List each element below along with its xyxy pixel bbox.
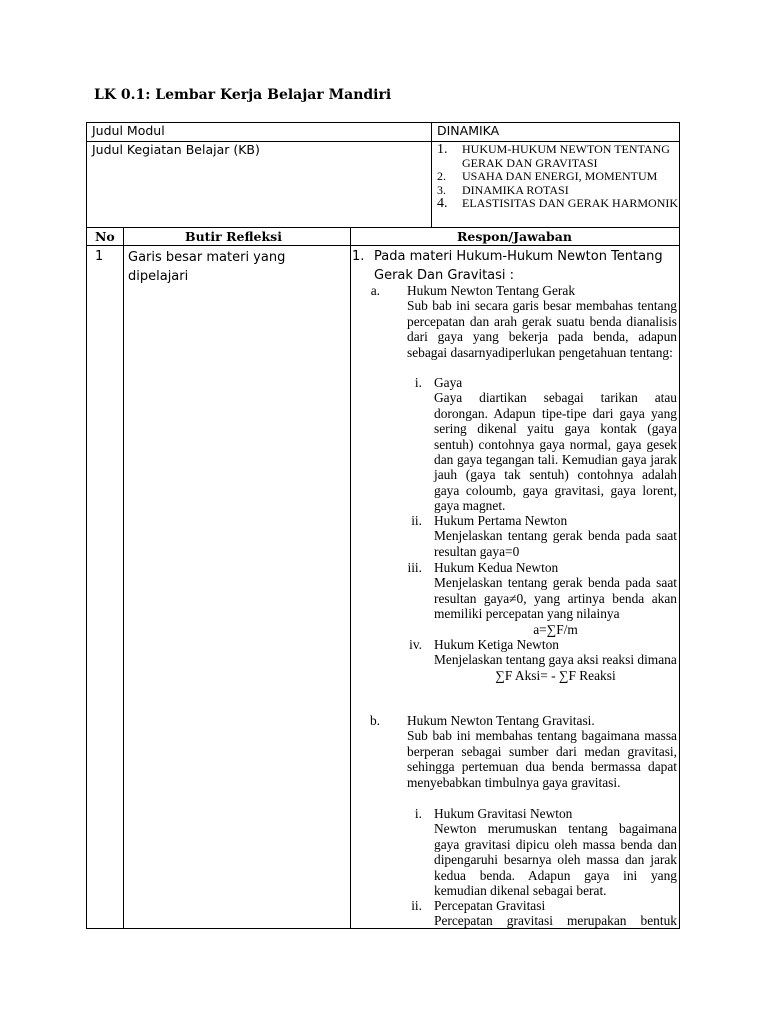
kb-item: 4. ELASTISITAS DAN GERAK HARMONIK (437, 196, 679, 211)
column-divider (123, 228, 124, 928)
section-a-iii: iii. Hukum Kedua Newton Menjelaskan tentang gerak benda pada saat resultan gaya≠0, yang artinya benda akan memiliki percepatan yang nilainya a=∑F/m (407, 560, 677, 637)
kb-item: 3. DINAMIKA ROTASI (437, 182, 569, 197)
section-b-ii: ii. Percepatan Gravitasi Percepatan gravitasi merupakan bentuk (411, 898, 677, 929)
col-header-respon: Respon/Jawaban (457, 229, 572, 244)
judul-modul-value: DINAMIKA (432, 123, 680, 142)
formula-newton-2: a=∑F/m (533, 621, 578, 637)
module-info-table (86, 122, 680, 228)
section-a: a. Hukum Newton Tentang Gerak Sub bab ini secara garis besar membahas tentang percepatan dan arah gerak suatu benda dianalisis dari gaya yang bekerja pada benda, adapun sebagai dasarnyadiperlukan pengetahuan tentang: (370, 283, 677, 360)
section-a-ii: ii. Hukum Pertama Newton Menjelaskan tentang gerak benda pada saat resultan gaya=0 (411, 513, 677, 559)
butir-text: Garis besar materi yang dipelajari (128, 250, 286, 284)
row-number: 1 (95, 249, 104, 264)
reflection-table (86, 227, 680, 929)
section-a-iv: iv. Hukum Ketiga Newton Menjelaskan tentang gaya aksi reaksi dimana ∑F Aksi= - ∑F Reaksi (409, 637, 677, 683)
section-b: b. Hukum Newton Tentang Gravitasi. Sub bab ini membahas tentang bagaimana massa berperan sebagai sumber dari medan gravitasi, sehingga pertemuan dua benda bermassa dapat menyebabkan timbulnya gaya gravitasi. (369, 713, 677, 790)
section-a-body: Sub bab ini secara garis besar membahas tentang percepatan dan arah gerak suatu benda dianalisis dari gaya yang bekerja pada benda, adapun sebagai dasarnyadiperlukan pengetahuan tentang: (407, 298, 677, 360)
judul-kb-label: Judul Kegiatan Belajar (KB) (87, 142, 432, 228)
kb-item: 1. HUKUM-HUKUM NEWTON TENTANG GERAK DAN GRAVITASI (437, 142, 670, 170)
judul-modul-label: Judul Modul (87, 123, 432, 142)
section-b-body: Sub bab ini membahas tentang bagaimana massa berperan sebagai sumber dari medan gravitasi, sehingga pertemuan dua benda bermassa dapat menyebabkan timbulnya gaya gravitasi. (407, 728, 677, 790)
response-cell (352, 247, 677, 929)
kb-list (437, 143, 679, 211)
section-b-i: i. Hukum Gravitasi Newton Newton merumuskan tentang bagaimana gaya gravitasi dipicu oleh massa benda dan dipengaruhi besarnya oleh massa dan jarak kedua benda. Adapun gaya ini yang kemudian dikenal sebagai berat. (414, 806, 677, 899)
col-header-butir: Butir Refleksi (185, 229, 282, 244)
header-divider (87, 245, 679, 246)
col-header-no: No (95, 229, 115, 244)
formula-newton-3: ∑F Aksi= - ∑F Reaksi (495, 667, 616, 683)
kb-item: 2. USAHA DAN ENERGI, MOMENTUM (437, 169, 658, 183)
response-heading: 1. Pada materi Hukum-Hukum Newton Tentang Gerak Dan Gravitasi : (352, 249, 663, 283)
section-a-i: i. Gaya Gaya diartikan sebagai tarikan atau dorongan. Adapun tipe-tipe dari gaya yang sering dikenal yaitu gaya kontak (gaya sentuh) contohnya gaya normal, gaya gesek dan gaya tegangan tali. Kemudian gaya jarak jauh (gaya tak sentuh) contohnya adalah gaya coloumb, gaya gravitasi, gaya lorent, gaya magnet. (414, 375, 677, 514)
column-divider (350, 228, 351, 928)
kb-list-cell (432, 142, 680, 228)
page-title: LK 0.1: Lembar Kerja Belajar Mandiri (94, 87, 392, 103)
